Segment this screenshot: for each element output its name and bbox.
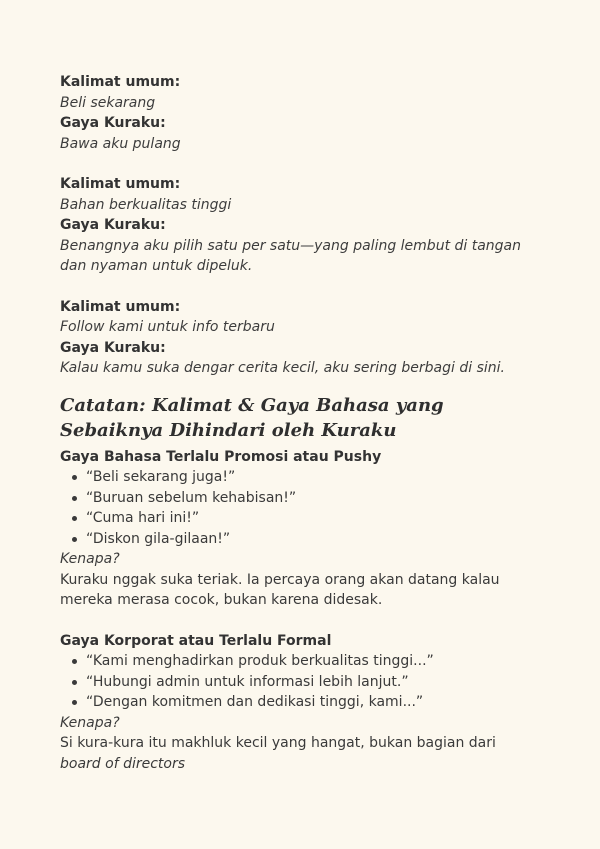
bullet-icon	[72, 537, 77, 542]
kuraku-label: Gaya Kuraku:	[60, 339, 166, 356]
list-item-text: “Diskon gila-gilaan!”	[86, 530, 231, 547]
general-text: Follow kami untuk info terbaru	[60, 319, 275, 335]
example-group-1	[60, 72, 530, 154]
list-item	[72, 488, 530, 509]
bullet-icon	[72, 475, 77, 480]
bullet-icon	[72, 496, 77, 501]
kuraku-text: Kalau kamu suka dengar cerita kecil, aku sering berbagi di sini.	[60, 360, 505, 376]
bullet-icon	[72, 516, 77, 521]
general-label: Kalimat umum:	[60, 74, 181, 90]
list-item	[72, 467, 530, 488]
kuraku-label: Gaya Kuraku:	[60, 217, 166, 233]
kuraku-label: Gaya Kuraku:	[60, 115, 166, 131]
list-item-text: “Kami menghadirkan produk berkualitas tinggi...”	[86, 653, 434, 669]
section-title: Gaya Korporat atau Terlalu Formal	[60, 632, 332, 649]
list-item-text: “Buruan sebelum kehabisan!”	[86, 489, 297, 506]
general-text: Bahan berkualitas tinggi	[60, 196, 232, 213]
reason-text: Kuraku nggak suka teriak. Ia percaya orang akan datang kalau mereka merasa cocok, bukan karena didesak.	[60, 571, 500, 608]
bullet-icon	[72, 700, 77, 705]
page-content	[60, 72, 530, 794]
general-text: Beli sekarang	[60, 94, 156, 111]
list-item	[72, 692, 530, 713]
list-item-text: “Beli sekarang juga!”	[86, 469, 236, 485]
why-label: Kenapa?	[60, 551, 120, 567]
list-item	[72, 508, 530, 529]
general-label: Kalimat umum:	[60, 176, 181, 192]
avoid-list	[60, 467, 530, 549]
general-label: Kalimat umum:	[60, 298, 181, 315]
kuraku-text: Benangnya aku pilih satu per satu—yang paling lembut di tangan dan nyaman untuk dipeluk.	[60, 237, 522, 274]
notes-heading-line1: Catatan: Kalimat & Gaya Bahasa yang	[60, 394, 444, 416]
example-group-3	[60, 297, 530, 379]
notes-heading	[60, 393, 530, 443]
reason-italic-text: board of directors	[60, 755, 186, 772]
avoid-section-formal	[60, 631, 530, 775]
bullet-icon	[72, 659, 77, 664]
list-item-text: “Hubungi admin untuk informasi lebih lanjut.”	[86, 673, 409, 690]
list-item	[72, 651, 530, 672]
list-item	[72, 529, 530, 550]
list-item-text: “Cuma hari ini!”	[86, 510, 200, 526]
notes-heading-line2: Sebaiknya Dihindari oleh Kuraku	[60, 419, 397, 441]
example-group-2	[60, 174, 530, 277]
bullet-icon	[72, 680, 77, 685]
section-title: Gaya Bahasa Terlalu Promosi atau Pushy	[60, 448, 382, 465]
list-item-text: “Dengan komitmen dan dedikasi tinggi, kami...”	[86, 694, 424, 710]
why-label: Kenapa?	[60, 714, 120, 731]
list-item	[72, 672, 530, 693]
avoid-section-pushy	[60, 447, 530, 611]
reason-text: Si kura-kura itu makhluk kecil yang hangat, bukan bagian dari	[60, 735, 496, 751]
avoid-list	[60, 651, 530, 713]
kuraku-text: Bawa aku pulang	[60, 135, 181, 152]
reason-paragraph	[60, 733, 530, 774]
